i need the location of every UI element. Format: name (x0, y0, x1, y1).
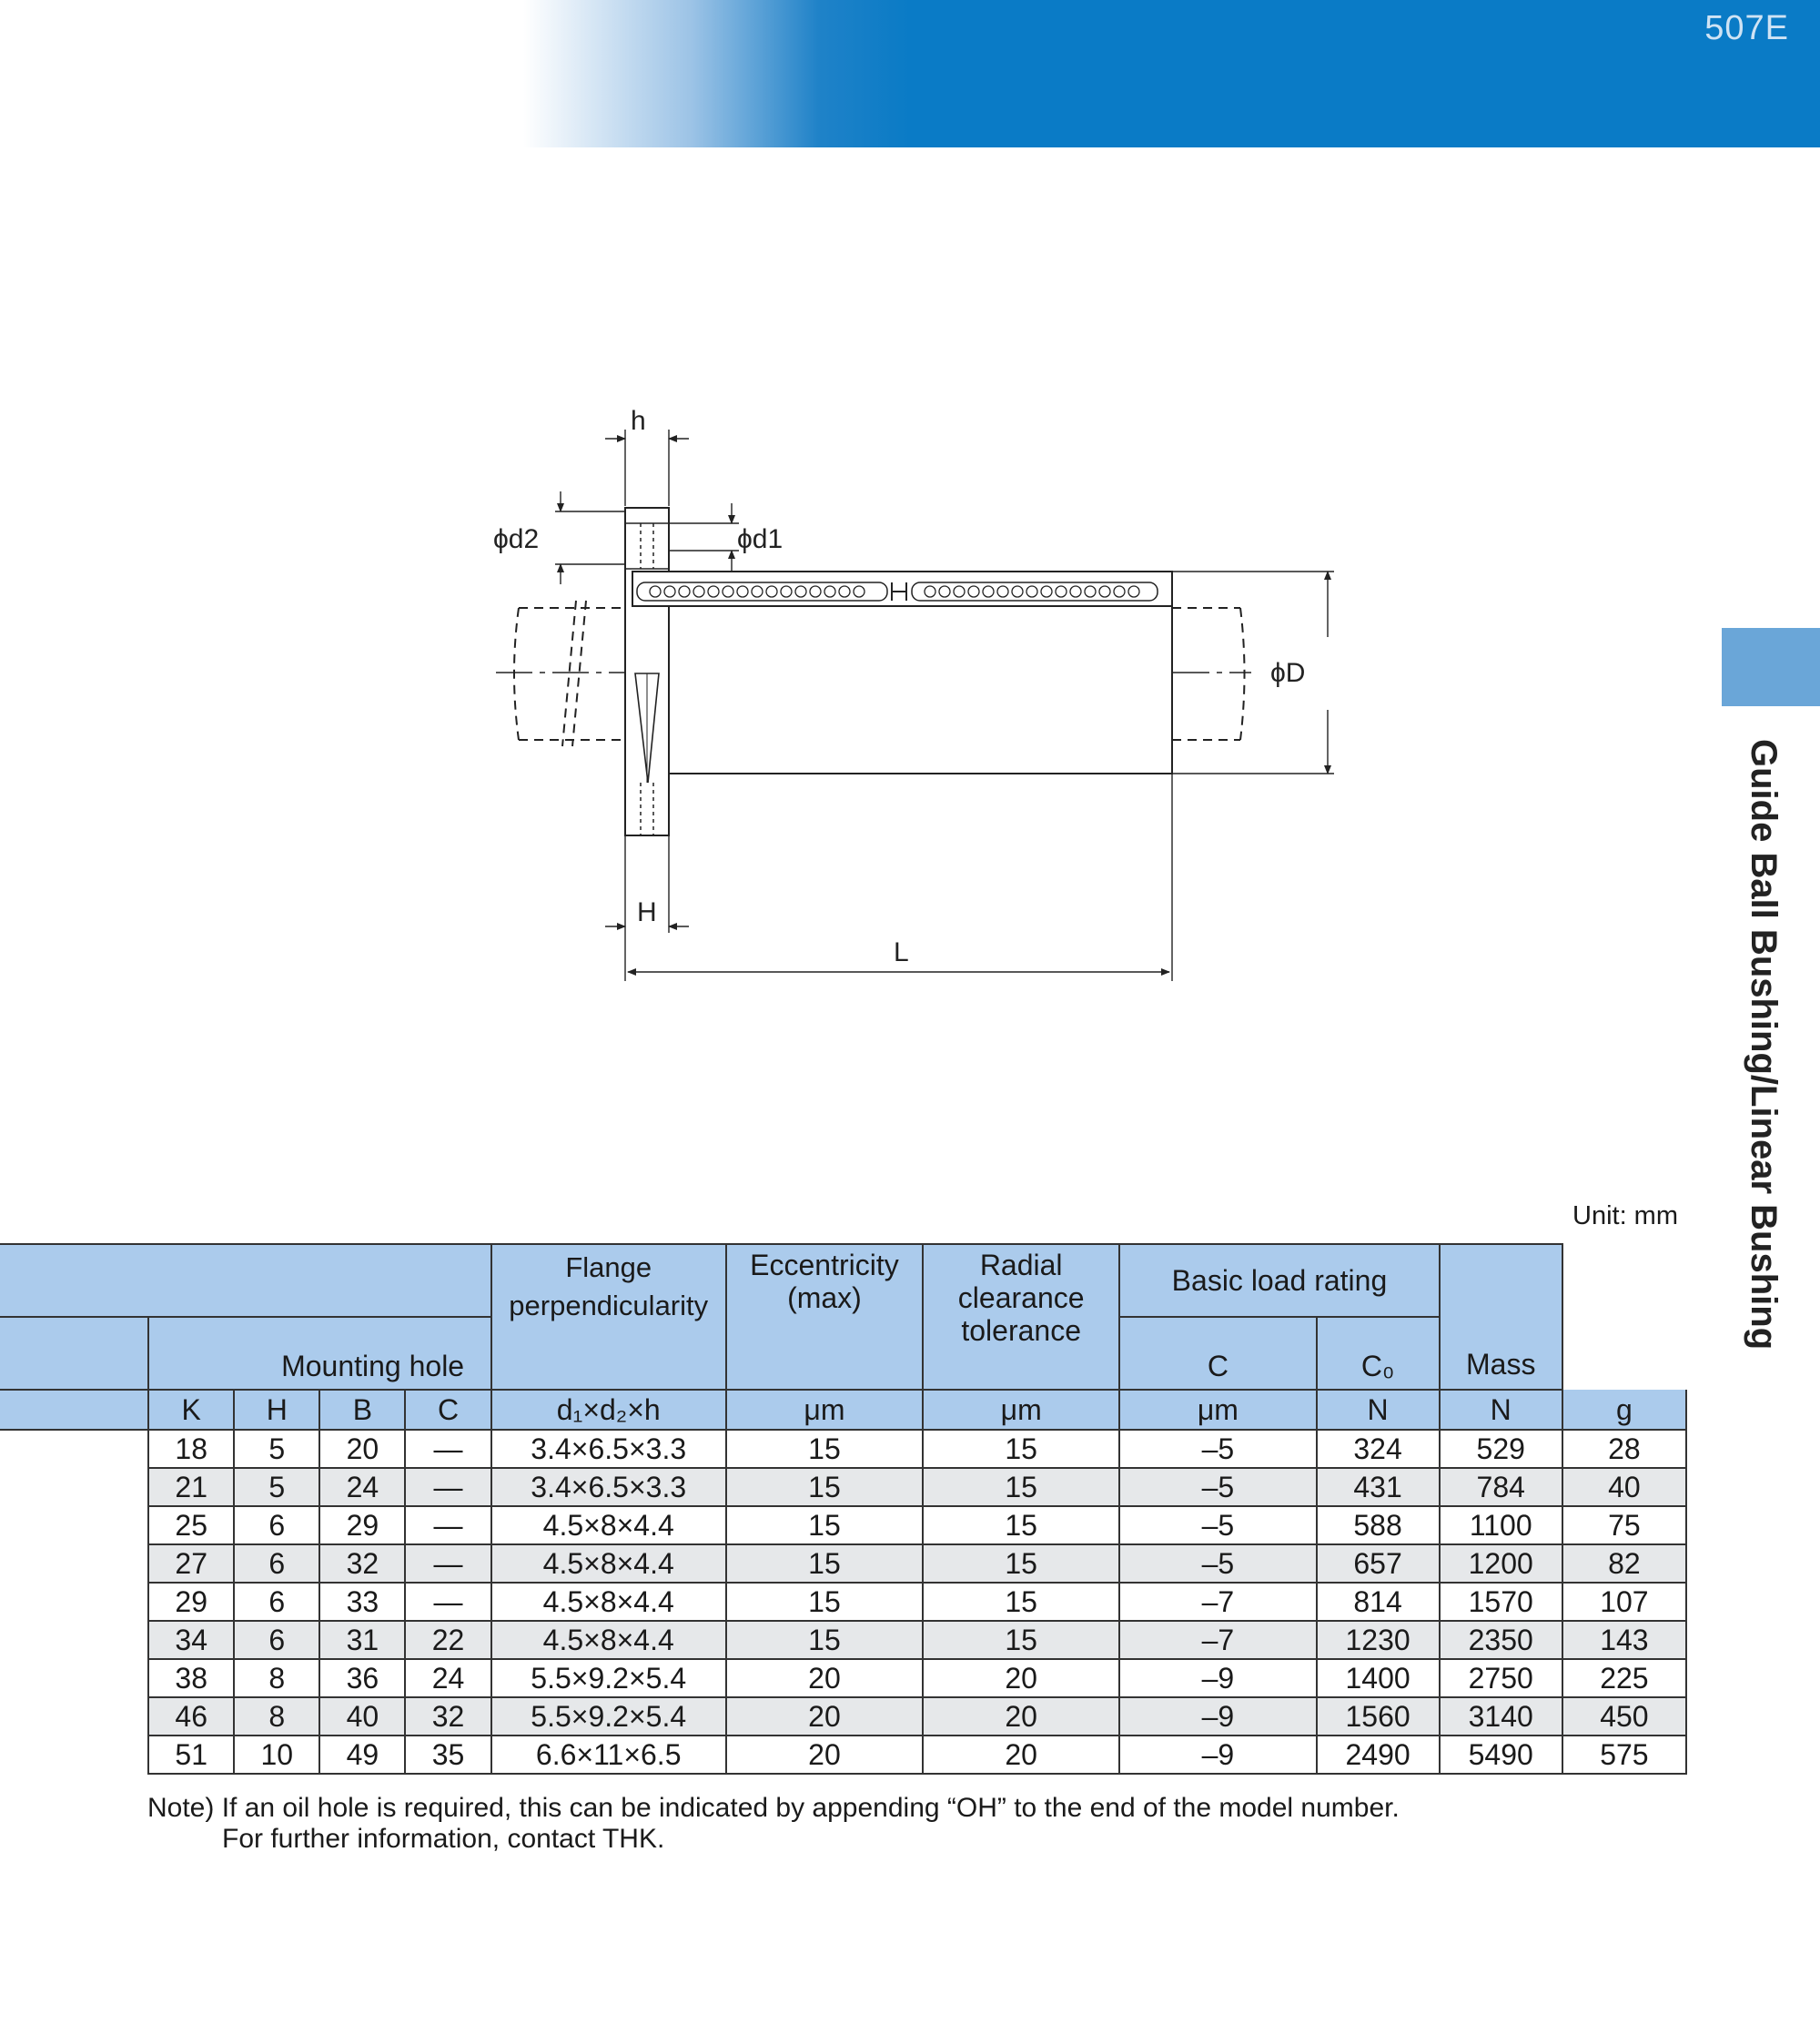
table-cell: 3.4×6.5×3.3 (491, 1468, 726, 1506)
table-cell: 36 (319, 1659, 405, 1697)
table-cell: 4.5×8×4.4 (491, 1583, 726, 1621)
table-cell: — (405, 1430, 490, 1468)
table-cell: 431 (1317, 1468, 1440, 1506)
table-cell: 38 (148, 1659, 234, 1697)
table-cell: 1230 (1317, 1621, 1440, 1659)
table-cell: — (405, 1583, 490, 1621)
table-cell: 29 (319, 1506, 405, 1544)
table-cell: 21 (148, 1468, 234, 1506)
table-cell: 2490 (1317, 1736, 1440, 1774)
table-cell: 20 (726, 1736, 923, 1774)
table-cell: 18 (148, 1430, 234, 1468)
table-cell: 40 (1562, 1468, 1686, 1506)
table-cell: 6 (234, 1583, 319, 1621)
label-D: ϕD (1270, 658, 1306, 688)
table-cell: 20 (726, 1697, 923, 1736)
table-cell: 15 (726, 1506, 923, 1544)
table-cell: 6.6×11×6.5 (491, 1736, 726, 1774)
model-subheader (0, 1317, 148, 1390)
table-cell: 6 (234, 1544, 319, 1583)
table-cell: 3.4×6.5×3.3 (491, 1430, 726, 1468)
label-L: L (894, 937, 909, 967)
table-cell: 450 (1562, 1697, 1686, 1736)
table-cell: 1200 (1440, 1544, 1562, 1583)
table-row (0, 1544, 1686, 1583)
table-cell: 1560 (1317, 1697, 1440, 1736)
header-K: K (148, 1390, 234, 1430)
table-cell: 15 (923, 1468, 1119, 1506)
table-body (0, 1430, 1686, 1774)
table-cell: 5.5×9.2×5.4 (491, 1659, 726, 1697)
model-cell (0, 1659, 148, 1697)
model-cell (0, 1736, 148, 1774)
table-cell: 3140 (1440, 1697, 1562, 1736)
table-cell: –7 (1119, 1621, 1316, 1659)
table-cell: 2350 (1440, 1621, 1562, 1659)
table-cell: 784 (1440, 1468, 1562, 1506)
table-cell: 15 (923, 1583, 1119, 1621)
table-cell: 575 (1562, 1736, 1686, 1774)
header-mass: Mass (1440, 1244, 1562, 1390)
section-title: Guide Ball Bushing/Linear Bushing (1744, 739, 1784, 1351)
table-cell: 107 (1562, 1583, 1686, 1621)
unit-label: Unit: mm (1572, 1201, 1678, 1230)
table-cell: 49 (319, 1736, 405, 1774)
table-cell: 6 (234, 1506, 319, 1544)
header-C0: C₀ (1317, 1317, 1440, 1390)
table-cell: 588 (1317, 1506, 1440, 1544)
table-cell: 15 (923, 1621, 1119, 1659)
label-d1: ϕd1 (737, 524, 784, 554)
footnote (147, 1793, 1400, 1855)
table-cell: 225 (1562, 1659, 1686, 1697)
table-cell: 15 (726, 1468, 923, 1506)
table-cell: 15 (726, 1621, 923, 1659)
table-cell: 28 (1562, 1430, 1686, 1468)
table-cell: –5 (1119, 1544, 1316, 1583)
page-number: 507E (1704, 9, 1789, 47)
unit-um-1: μm (726, 1390, 923, 1430)
table-cell: 8 (234, 1659, 319, 1697)
table-cell: 6 (234, 1621, 319, 1659)
unit-N-2: N (1440, 1390, 1562, 1430)
table-cell: 31 (319, 1621, 405, 1659)
label-h: h (631, 406, 646, 436)
header-B: B (319, 1390, 405, 1430)
table-cell: 15 (923, 1506, 1119, 1544)
table-cell: –9 (1119, 1659, 1316, 1697)
table-row (0, 1468, 1686, 1506)
table-cell: 24 (319, 1468, 405, 1506)
spec-table (0, 1243, 1687, 1775)
table-row (0, 1659, 1686, 1697)
table-cell: 46 (148, 1697, 234, 1736)
unit-g: g (1562, 1390, 1686, 1430)
table-cell: 82 (1562, 1544, 1686, 1583)
footnote-line-2: For further information, contact THK. (222, 1824, 665, 1854)
header-H: H (234, 1390, 319, 1430)
table-cell: 51 (148, 1736, 234, 1774)
unit-N-1: N (1317, 1390, 1440, 1430)
table-cell: 75 (1562, 1506, 1686, 1544)
table-cell: 20 (726, 1659, 923, 1697)
table-cell: 10 (234, 1736, 319, 1774)
model-cell (0, 1583, 148, 1621)
table-cell: 657 (1317, 1544, 1440, 1583)
table-cell: –7 (1119, 1583, 1316, 1621)
table-cell: 4.5×8×4.4 (491, 1544, 726, 1583)
model-cell (0, 1697, 148, 1736)
table-cell: 20 (319, 1430, 405, 1468)
table-cell: 34 (148, 1621, 234, 1659)
table-cell: 24 (405, 1659, 490, 1697)
table-cell: –5 (1119, 1468, 1316, 1506)
table-cell: 2750 (1440, 1659, 1562, 1697)
header-radial: Radial clearance tolerance (923, 1244, 1119, 1390)
table-cell: 143 (1562, 1621, 1686, 1659)
table-cell: 814 (1317, 1583, 1440, 1621)
model-cell (0, 1506, 148, 1544)
flange (625, 508, 669, 835)
table-cell: 40 (319, 1697, 405, 1736)
table-row (0, 1430, 1686, 1468)
table-cell: — (405, 1506, 490, 1544)
header-d-formula: d₁×d₂×h (491, 1390, 726, 1430)
table-cell: 15 (726, 1583, 923, 1621)
table-cell: 1570 (1440, 1583, 1562, 1621)
table-row (0, 1736, 1686, 1774)
table-cell: 35 (405, 1736, 490, 1774)
table-cell: 4.5×8×4.4 (491, 1621, 726, 1659)
header-flange: Flange perpendicularity (491, 1244, 726, 1390)
table-cell: 5.5×9.2×5.4 (491, 1697, 726, 1736)
table-row (0, 1621, 1686, 1659)
table-cell: 1400 (1317, 1659, 1440, 1697)
table-cell: 1100 (1440, 1506, 1562, 1544)
table-cell: 4.5×8×4.4 (491, 1506, 726, 1544)
table-cell: 5 (234, 1430, 319, 1468)
table-row (0, 1583, 1686, 1621)
header-Cdim: C (405, 1390, 490, 1430)
unit-um-2: μm (923, 1390, 1119, 1430)
table-cell: — (405, 1468, 490, 1506)
header-C: C (1119, 1317, 1316, 1390)
table-cell: –5 (1119, 1430, 1316, 1468)
table-cell: 33 (319, 1583, 405, 1621)
table-cell: 20 (923, 1659, 1119, 1697)
model-cell (0, 1544, 148, 1583)
table-cell: 15 (923, 1544, 1119, 1583)
table-cell: 20 (923, 1736, 1119, 1774)
header-basic-load: Basic load rating (1119, 1244, 1439, 1317)
model-unit-cell (0, 1390, 148, 1430)
table-row (0, 1697, 1686, 1736)
model-header-block (0, 1244, 491, 1317)
table-cell: –5 (1119, 1506, 1316, 1544)
table-cell: 15 (726, 1544, 923, 1583)
table-cell: 20 (923, 1697, 1119, 1736)
table-cell: 324 (1317, 1430, 1440, 1468)
unit-um-3: μm (1119, 1390, 1316, 1430)
label-H: H (637, 897, 657, 927)
table-cell: –9 (1119, 1736, 1316, 1774)
table-row (0, 1506, 1686, 1544)
table-cell: –9 (1119, 1697, 1316, 1736)
footnote-line-1: Note) If an oil hole is required, this can be indicated by appending “OH” to the end of the model number. (147, 1793, 1400, 1823)
table-cell: 8 (234, 1697, 319, 1736)
table-cell: 15 (923, 1430, 1119, 1468)
table-cell: 27 (148, 1544, 234, 1583)
table-cell: 15 (726, 1430, 923, 1468)
table-cell: 5 (234, 1468, 319, 1506)
table-cell: 32 (319, 1544, 405, 1583)
model-cell (0, 1430, 148, 1468)
table-cell: — (405, 1544, 490, 1583)
model-cell (0, 1621, 148, 1659)
table-cell: 22 (405, 1621, 490, 1659)
table-cell: 29 (148, 1583, 234, 1621)
header-mounting: Mounting hole (148, 1317, 490, 1390)
header-eccentricity: Eccentricity (max) (726, 1244, 923, 1390)
label-d2: ϕd2 (493, 524, 540, 554)
table-cell: 529 (1440, 1430, 1562, 1468)
model-cell (0, 1468, 148, 1506)
table-cell: 25 (148, 1506, 234, 1544)
table-cell: 5490 (1440, 1736, 1562, 1774)
table-cell: 32 (405, 1697, 490, 1736)
